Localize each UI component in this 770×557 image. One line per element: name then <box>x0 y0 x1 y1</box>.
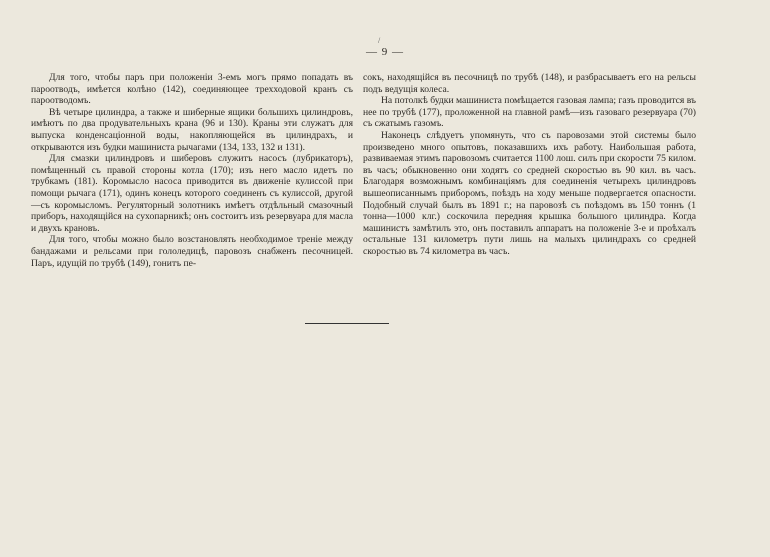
section-end-rule <box>305 323 389 324</box>
paragraph: Наконецъ слѣдуетъ упомянуть, что съ паровозами этой системы было произведено много опытовъ, показавшихъ ихъ работу. Наибольшая работа, развиваемая этимъ паровозомъ считается 1100 лош. силъ при скорости 75 килом. въ часъ; обыкновенно они ходятъ со средней скоростью въ 90 кил. въ часъ. Благодаря возможнымъ комбинаціямъ для соединенія четырехъ цилиндровъ вышеописаннымъ приборомъ, поѣздъ на ходу меньше подвергается опасности. Подобный случай былъ въ 1891 г.; на паровозѣ съ поѣздомъ въ 150 тоннъ (1 тонна—1000 клг.) соскочила передняя крышка большого цилиндра. Когда машинистъ замѣтилъ это, онъ поставилъ аппаратъ на положеніе 3-е и проѣхалъ остальные 131 километръ пути лишь на малыхъ цилиндрахъ со средней скоростью въ 74 километра въ часъ. <box>363 129 696 257</box>
margin-mark: / <box>378 36 381 45</box>
paragraph: На потолкѣ будки машиниста помѣщается газовая лампа; газъ проводится въ нее по трубѣ (177), проложенной на главной рамѣ—изъ газоваго резервуара (70) съ сжатымъ газомъ. <box>363 95 696 130</box>
left-column <box>31 72 353 269</box>
paragraph: Для того, чтобы паръ при положеніи 3-емъ могъ прямо попадать въ пароотводъ, имѣется колѣно (142), соединяющее трехходовой кранъ съ пароотводомъ. <box>31 72 353 107</box>
paragraph: Для того, чтобы можно было возстановлять необходимое треніе между бандажами и рельсами при гололедицѣ, паровозъ снабженъ песочницей. Паръ, идущій по трубѣ (149), гонитъ пе- <box>31 234 353 269</box>
paragraph: Для смазки цилиндровъ и шиберовъ служитъ насосъ (лубрикаторъ), помѣщенный съ правой стороны котла (170); изъ него масло идетъ по трубкамъ (181). Коромысло насоса приводится въ движеніе кулиссой при помощи рычага (171), одинъ конецъ которого соединенъ съ кулиссой, другой—съ коромысломъ. Регуляторный золотникъ имѣетъ отдѣльный смазочный приборъ, находящійся на сухопарникѣ; онъ состоитъ изъ резервуара для масла и двухъ крановъ. <box>31 153 353 234</box>
page-number: — 9 — <box>366 46 404 58</box>
paragraph-continuation: сокъ, находящійся въ песочницѣ по трубѣ (148), и разбрасываетъ его на рельсы подъ ведущія колеса. <box>363 72 696 95</box>
paragraph: Вѣ четыре цилиндра, а также и шиберные ящики большихъ цилиндровъ, имѣютъ по два продувательныхъ крана (96 и 130). Краны эти служатъ для выпуска конденсаціонной воды, накопляющейся въ цилиндрахъ, и открываются изъ будки машиниста рычагами (134, 133, 132 и 131). <box>31 106 353 153</box>
right-column <box>363 72 696 258</box>
